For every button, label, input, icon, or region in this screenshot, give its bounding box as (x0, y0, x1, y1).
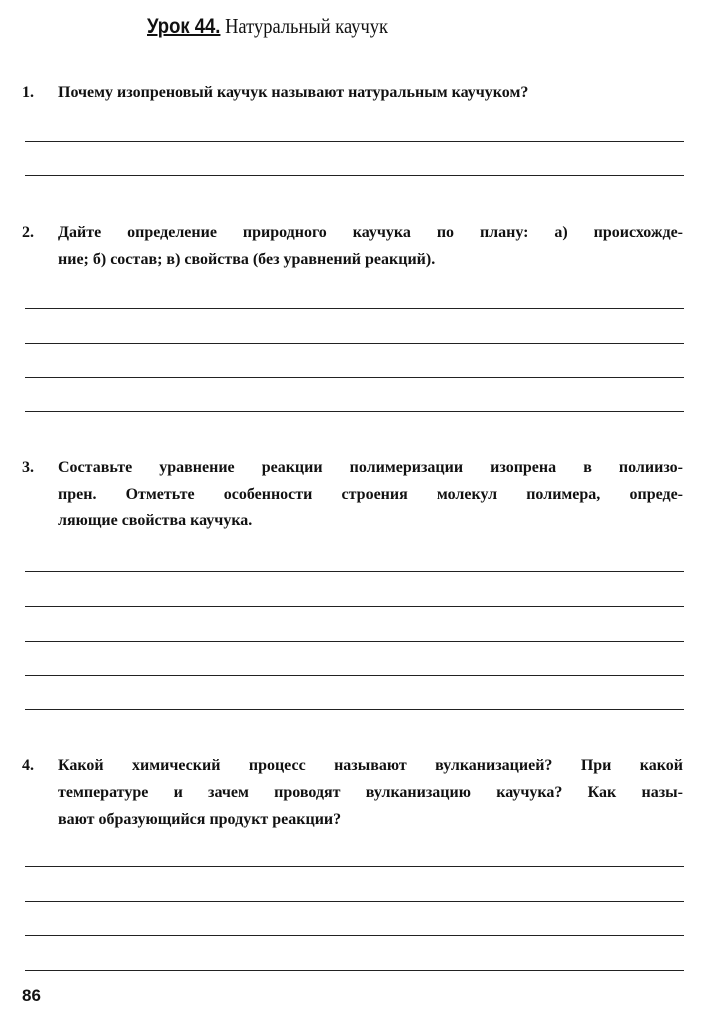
answer-line[interactable] (25, 141, 684, 142)
lesson-topic: Натуральный каучук (225, 14, 389, 38)
page-title (147, 14, 388, 39)
question-3-text-line: прен. Отметьте особенности строения молекул полимера, опреде- (58, 486, 683, 503)
answer-line[interactable] (25, 675, 684, 676)
question-3-text-line: ляющие свойства каучука. (58, 512, 253, 529)
answer-line[interactable] (25, 343, 684, 344)
answer-line[interactable] (25, 866, 684, 867)
lesson-number: Урок 44. (147, 15, 221, 38)
answer-line[interactable] (25, 308, 684, 309)
question-2-text-line: Дайте определение природного каучука по плану: а) происхожде- (58, 224, 683, 241)
page-number: 86 (22, 986, 41, 1005)
question-4-text-line: температуре и зачем проводят вулканизацию каучука? Как назы- (58, 784, 683, 801)
answer-line[interactable] (25, 411, 684, 412)
question-4-text-line: вают образующийся продукт реакции? (58, 811, 342, 828)
question-4-text-line: Какой химический процесс называют вулканизацией? При какой (58, 757, 683, 774)
answer-line[interactable] (25, 935, 684, 936)
question-1-number: 1. (22, 84, 34, 101)
answer-line[interactable] (25, 641, 684, 642)
question-3-number: 3. (22, 459, 34, 476)
answer-line[interactable] (25, 377, 684, 378)
answer-line[interactable] (25, 901, 684, 902)
answer-line[interactable] (25, 571, 684, 572)
answer-line[interactable] (25, 709, 684, 710)
question-4-number: 4. (22, 757, 34, 774)
answer-line[interactable] (25, 606, 684, 607)
question-3-text-line: Составьте уравнение реакции полимеризации изопрена в полиизо- (58, 459, 683, 476)
question-2-text-line: ние; б) состав; в) свойства (без уравнений реакций). (58, 251, 436, 268)
answer-line[interactable] (25, 970, 684, 971)
question-2-number: 2. (22, 224, 34, 241)
question-1-text: Почему изопреновый каучук называют натуральным каучуком? (58, 84, 529, 101)
answer-line[interactable] (25, 175, 684, 176)
